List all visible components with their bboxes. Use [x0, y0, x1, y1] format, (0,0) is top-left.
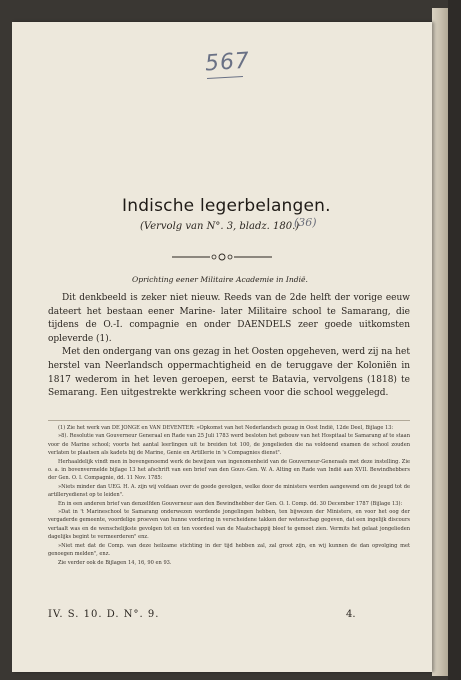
pencil-annotation: (36): [294, 216, 317, 229]
handwritten-folio-number: 567: [204, 48, 251, 77]
body-paragraph: Met den ondergang van ons gezag in het Oosten opgeheven, werd zij na het herstel van Neerlandsch oppermachtigheid en de teruggave der Koloniën in 1817 wederom in het leven geroepen, eerst te Batavia, vervolgens (1818) te Semarang. Een uitgestrekte werkkring scheen voor die school weggelegd.: [48, 347, 410, 399]
footnote-line: »Niets minder dan UEG. H. A. zijn wij voldaan over de goede gevolgen, welke door de ministers werden aangewend om de jeugd tot de artilleryedienst op te leiden".: [48, 483, 410, 499]
footnote-line: »8). Resolutie van Gouverneur Generaal en Rade van 25 Juli 1783 werd besloten het gebouw van het Hospitaal te Samarang af te staan voor de Marine school; voorts het aantal leerlingen uit te breiden tot 100, de jongelieden die na voldoend examen de school zouden verlaten te plaatsen als kadets bij de Marine, Genie en Artillerie in 's Compagnies dienst".: [48, 433, 410, 457]
footnote-line: En in een anderen brief van denzelfden Gouverneur aan den Bewindhebber der Gen. O. I. Comp. dd. 30 December 1787 (Bijlage 13):: [58, 500, 403, 507]
footnote-line: (1) Zie het werk van DE JONGE en VAN DEVENTER: »Opkomst van het Nederlandsch gezag in Oost Indië, 12de Deel, Bijlage 13:: [58, 425, 394, 431]
article-subtitle: (Vervolg van N°. 3, bladz. 180.): [140, 221, 300, 232]
sheet-number: 4.: [346, 609, 356, 620]
footnote-line: Herhaaldelijk vindt men in bovengenoemd werk de bewijzen van ingenomenheid van de Gouverneur-Generaals met deze instelling. Zie o. a. in bovenvermelde bijlage 13 het afschrift van een brief van den Gouv.-Gen. W. A. Alting en Rade van Indië aan XVII. Bewindhebbers der Gen. O. I. Compagnie, dd. 11 Nov. 1785:: [48, 458, 410, 482]
footnote-line: »Niet met dat de Comp. van deze heilzame stichting in der tijd hebben zal, zal groot zijn, en wij kunnen de dan opvolging met genoegen melden", enz.: [48, 542, 410, 558]
footnote-divider: [48, 420, 410, 421]
ornament-divider-icon: [172, 253, 272, 261]
body-paragraph: Dit denkbeeld is zeker niet nieuw. Reeds van de 2de helft der vorige eeuw dateert het bestaan eener Marine- later Militaire school te Samarang, die tijdens de O.-I. compagnie en onder DAENDELS zeer goede uitkomsten opleverde (1).: [48, 293, 410, 344]
printer-signature-mark: IV. S. 10. D. N°. 9.: [48, 609, 160, 620]
section-title: Oprichting eener Militaire Academie in Indië.: [132, 275, 308, 284]
footnotes-block: [48, 424, 410, 567]
book-spine-shadow: [448, 0, 461, 680]
article-title: Indische legerbelangen.: [122, 196, 331, 216]
article-body: [48, 292, 410, 401]
document-page: [12, 22, 432, 672]
footnote-line: »Dat in 't Marineschool te Samarang onderwezen wordende jongelingen hebben, ten bijwezen der Ministers, en voor het oog der vergaderde gemeente, voordelige proeven van hunne vordering in verscheidene takken der wetenschap gegeven, dat een ingelijk discours vertaalt was en de wenschelijkste gevolgen tot en ten voordeel van de Maatschappij bleef te gemoet zien. Vermits het gelaat jongelieden dagelijks begint te vermeerderen" enz.: [48, 509, 410, 541]
footnote-line: Zie verder ook de Bijlagen 14, 16, 90 en 93.: [58, 559, 172, 566]
folio-underline: [207, 76, 243, 79]
